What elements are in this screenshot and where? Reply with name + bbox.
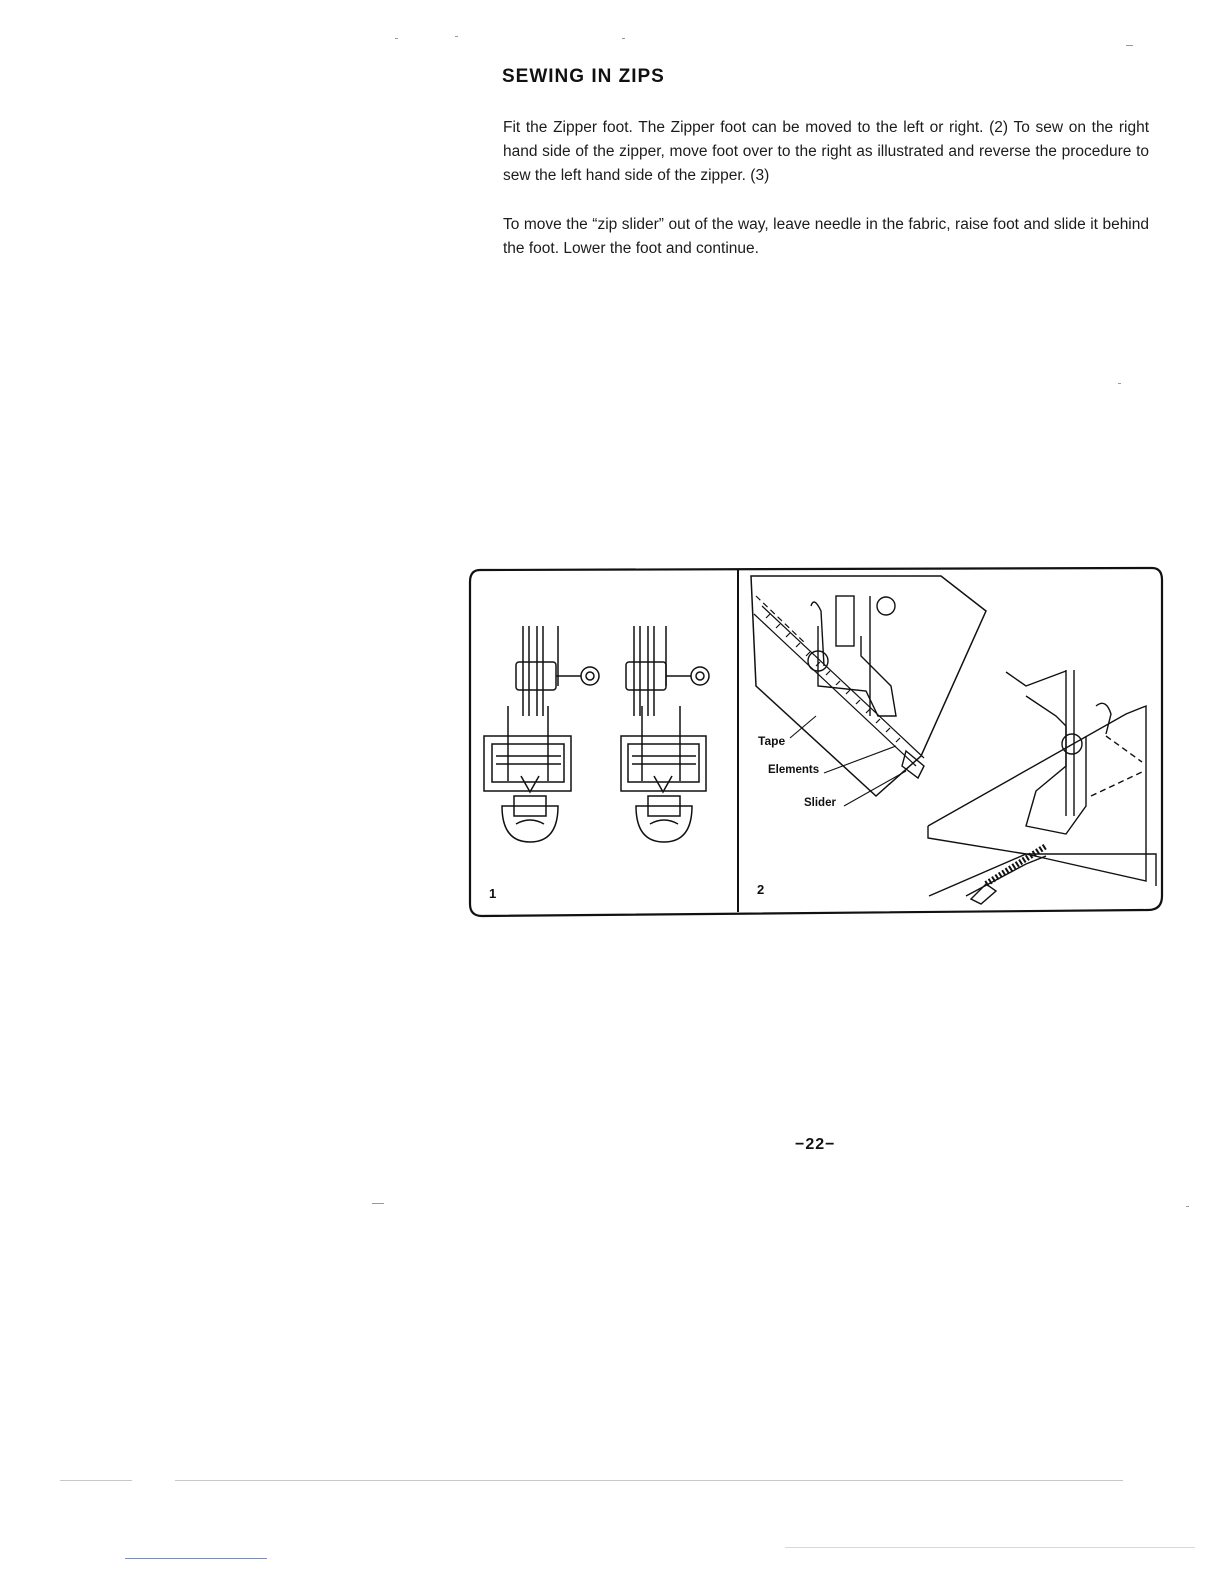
zipper-foot-left-position <box>484 626 599 842</box>
slider-label: Slider <box>804 797 836 809</box>
inset-frame <box>751 576 986 796</box>
scan-speck <box>395 38 398 39</box>
tape-label: Tape <box>758 734 786 748</box>
zipper-foot-right-position <box>621 626 709 842</box>
scan-speck <box>1126 45 1133 46</box>
scan-speck <box>372 1203 384 1204</box>
scan-speck <box>455 36 458 37</box>
machine-needle-view <box>928 670 1156 904</box>
illustration-drawing <box>466 566 1164 918</box>
scan-speck <box>1186 1206 1189 1207</box>
panel-2-number: 2 <box>757 882 765 897</box>
panel-1-number: 1 <box>489 886 497 901</box>
scan-speck <box>622 38 625 39</box>
elements-label: Elements <box>768 764 820 776</box>
zipper-foot-illustration <box>466 566 1164 918</box>
page-number: −22− <box>795 1136 836 1153</box>
scan-rule-main <box>175 1480 1123 1481</box>
bottom-link-line <box>125 1558 267 1559</box>
instruction-paragraph-2: To move the “zip slider” out of the way, leave needle in the fabric, raise foot and slide it behind the foot. Lower the foot and continue. <box>503 216 1149 257</box>
section-title: SEWING IN ZIPS <box>502 66 665 87</box>
instruction-paragraph-1: Fit the Zipper foot. The Zipper foot can be moved to the left or right. (2) To sew on the right hand side of the zipper, move foot over to the right as illustrated and reverse the procedure to sew the left hand side of the zipper. (3) <box>503 119 1149 184</box>
scan-speck <box>1118 383 1121 384</box>
scan-rule-bottom <box>785 1547 1195 1548</box>
scan-rule-left <box>60 1480 132 1481</box>
presser-foot-inset <box>808 596 924 778</box>
